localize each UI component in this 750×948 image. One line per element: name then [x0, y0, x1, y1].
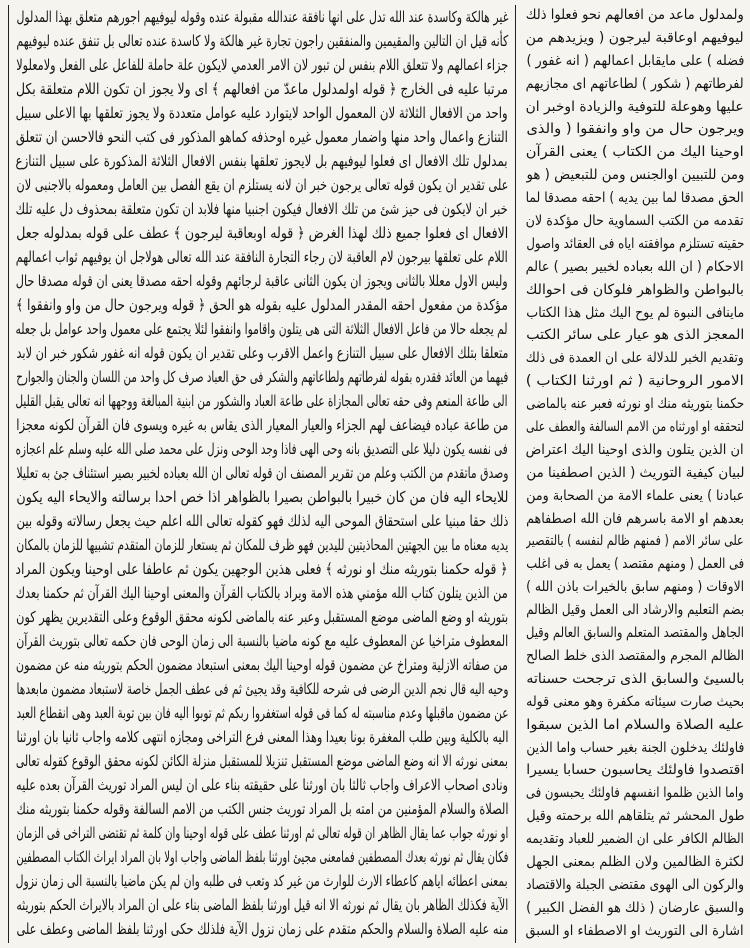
commentary-line-text: وليس الاول معللا بالثانى ويجوز ان يكون الثانى عاقبة لرجائهم وقوله احقه مصدقا يعنى ان قوله مصدقا حال: [16, 272, 508, 290]
commentary-line: [16, 77, 508, 101]
margin-line-text: فاولئك يدخلون الجنة بغير حساب واما الذين: [526, 739, 744, 756]
commentary-line: [16, 869, 508, 893]
margin-line-text: ولمدلول ماعد من افعالهم نحو فعلوا ذلك: [526, 7, 744, 23]
commentary-line-text: الافعال اى فعلوا جميع ذلك لهذا الغرض ﴿ قوله اوبعاقبة ليرجون ﴾ عطف على قوله بمدلوله جعل: [16, 224, 508, 242]
commentary-line-text: من الذين يتلون كتاب الله مؤمني هذه الامة ويراد بالكتاب القرآن والمعنى اوحينا اليك القرآن ثم حكمنا بعدك: [16, 584, 508, 602]
commentary-line: [16, 149, 508, 173]
commentary-line-text: ذلك حقا مبنيا على استحقاق الموحى اليه لذلك فهو كقوله تعالى الله اعلم حيث يجعل رسالاته وقوله بين: [16, 512, 508, 530]
commentary-line: [16, 581, 508, 605]
commentary-line: [16, 461, 508, 485]
margin-line-text: اقتصدوا فاولئك يحاسبون حسابا يسيرا: [526, 762, 744, 779]
margin-column: [526, 4, 744, 944]
commentary-line-text: وحيه اليه قال نجم الدين الرضى فى شرحه للكافية وقد يجيئ ثم فى عطف الجمل خاصة لاستبعاد مضمون مابعدها: [16, 680, 508, 698]
margin-line-text: لتحققه او اورثناه من الامم السالفة والعطف على: [526, 419, 744, 436]
commentary-line-text: غير هالكة وكاسدة عند الله تدل على انها نافقة عندالله مقبولة عنده وقوله ليوفيهم اجورهم متعلق بهذا المدلول: [16, 8, 508, 26]
margin-line: [526, 210, 744, 233]
margin-line-text: على سائر الامم ( فمنهم ظالم لنفسه ) بالتقصير: [526, 533, 744, 550]
commentary-line: [16, 701, 508, 725]
margin-line: [526, 96, 744, 119]
margin-line-text: بضم التعليم والارشاد الى العمل وقيل الظالم: [526, 602, 744, 619]
margin-line: [526, 691, 744, 714]
margin-line-text: ويرجون حال من واو وانفقوا ( والذى: [526, 121, 744, 138]
margin-line: [526, 782, 744, 805]
commentary-line: [16, 629, 508, 653]
margin-line-text: حقيته تستلزم موافقته اياه فى العقائد واصول: [526, 235, 744, 252]
margin-line: [526, 874, 744, 897]
commentary-line: [16, 749, 508, 773]
margin-line: [526, 73, 744, 96]
margin-line: [526, 233, 744, 256]
commentary-line: [16, 893, 508, 917]
commentary-line-text: المعطوف متراخيا عن المعطوف عليه مع كونه ماضيا بالنسبة الى زمان الوحى فان حكمه تعالى بتوريث القرآن: [16, 632, 508, 650]
margin-line: [526, 164, 744, 187]
margin-line: [526, 416, 744, 439]
margin-line: [526, 851, 744, 874]
commentary-line-text: متعلقا بتلك الافعال على سبيل التنازع واعمل الاقرب وعلى تقدير ان يكون قوله انه غفور شكور خبر ان لابد: [15, 344, 508, 362]
margin-line: [526, 530, 744, 553]
margin-line-text: لبيان كيفية التوريث ( الذين اصطفينا من: [526, 464, 744, 481]
margin-line-text: فضله ) على مايقابل اعمالهم ( انه غفور ): [526, 52, 744, 69]
commentary-line-text: مرتبا عليه فى الخارج ﴿ قوله اولمدلول ماعدّ من افعالهم ﴾ اى ولا يجوز ان تكون اللام متعلقة بكل: [16, 80, 508, 98]
margin-line: [526, 828, 744, 851]
commentary-line: [16, 437, 508, 461]
commentary-line: [16, 413, 508, 437]
commentary-line: [16, 293, 508, 317]
margin-line: [526, 737, 744, 760]
commentary-line: [16, 245, 508, 269]
margin-line-text: لفرطاتهم ( شكور ) لطاعاتهم اى مجازيهم: [526, 75, 744, 92]
margin-line-text: فى العمل ( ومنهم مقتصد ) يعمل به فى اغلب: [526, 556, 744, 573]
commentary-line-text: بمعنى نورثه الا انه وضع الماضى موضع المستقبل تنزيلا للمستقبل منزلة الكائن لكونه محقق الوقوع كقوله تعالى: [16, 752, 508, 770]
commentary-line-text: من طاعة عباده فيضاعف لهم الجزاء والعيار المعيار الذى يقاس به غيره ويسوى فان القرآن لكونه معجزا: [16, 416, 508, 434]
margin-line: [526, 622, 744, 645]
commentary-line-text: بمعنى اعطائه اياهم كاعطاء الارث للوارث من غير كد وتعب فى طلبه وان لم يكن ماضيا بالنسبة الى زمان نزول: [16, 872, 508, 890]
margin-line-text: ومن للتبيين اوالجنس ومن للتبعيض ( هو: [526, 167, 744, 184]
margin-line-text: الظالم المجرم والمقتصد الذى خلط الصالح: [526, 647, 744, 664]
margin-line-text: تقدمه من الكتب السماوية حال مؤكدة لان: [526, 213, 744, 230]
commentary-line: [16, 173, 508, 197]
commentary-line-text: وصدق ماتقدم من الكتب وعلم من تقرير المصنف ان قوله تعالى ان الله بعباده لخبير بصير استئناف جئ به تعليلا: [16, 464, 508, 482]
margin-line: [526, 714, 744, 737]
commentary-line-text: من صفاته الازلية ومتراخ عن مضمون قوله اوحينا اليك بمعنى استبعاد مضمون الحكم بتوريثه منه عن مضمون: [16, 656, 508, 674]
margin-line-text: الحق مصدقا لما بين يديه ) احقه مصدقا لما: [526, 190, 744, 207]
margin-line-text: اوحينا اليك من الكتاب ) يعنى القرآن: [526, 144, 744, 161]
margin-line: [526, 599, 744, 622]
commentary-line-text: الآية فكذلك الظاهر بان يقال ثم نورثه الا انه قيل اورثنا بلفظ الماضى بناء على ان المراد بالايراث الحكم بتوريثه: [16, 896, 508, 914]
commentary-line: [16, 677, 508, 701]
margin-line: [526, 347, 744, 370]
commentary-line-text: على تقدير ان يكون قوله تعالى يرجون خبر ان لانه يستلزم ان يقع الفصل بين العامل ومعموله بالاجنبى لان: [16, 176, 508, 194]
margin-line-text: والسبق عارضان ( ذلك هو الفضل الكبير ): [526, 899, 744, 916]
margin-line: [526, 324, 744, 347]
commentary-line: [16, 509, 508, 533]
commentary-line-text: ونادى اصحاب الاعراف واجاب ثالثا بان اورثنا على حقيقته بناء على ان ليس المراد توريث القرآن بعده عليه: [16, 776, 508, 794]
margin-line: [526, 256, 744, 279]
margin-line-text: عبادنا ) يعنى علماء الامة من الصحابة ومن: [526, 487, 744, 504]
margin-line: [526, 439, 744, 462]
commentary-line-text: فيهما من العائد فقدره بقوله لفرطاتهم ولطاعاتهم والشكر فى حق العباد صرف كل واحد من اللسان والجنان والجوارح: [16, 368, 508, 386]
commentary-line: [16, 341, 508, 365]
commentary-line-text: اليه بالكلية وبين طلب المغفرة بونا بعيدا وهذا المعنى فرع التراخى ومجازه انتهى كلامه واجاب ثانيا بان اورثنا: [16, 728, 508, 746]
commentary-line: [16, 365, 508, 389]
commentary-line-text: اللام على تعلقها بيرجون لام العاقبة لان رجاء التجارة النافقة عند الله تعالى هولاجل ان يوفيهم ثواب اعمالهم: [16, 248, 508, 266]
margin-line: [526, 187, 744, 210]
margin-line-text: اشارة الى التوريث او الاصطفاء او السبق: [526, 922, 744, 939]
commentary-line: [16, 101, 508, 125]
commentary-line: [16, 485, 508, 509]
commentary-line-text: فكان يقال ثم نورثه بعدك المصطفين فمامعنى مجيئ اورثنا بلفظ الماضى واجاب اولا بان المراد ايراث الكتاب المصطفين: [16, 848, 508, 866]
margin-line: [526, 508, 744, 531]
commentary-line: [16, 5, 508, 29]
commentary-line-text: التنازع واعمال واحد منها واضمار معمول غيره اوحذفه كماهو المذكور فى كتب النحو فالاحسن ان تتعلق: [16, 128, 508, 146]
commentary-line: [16, 221, 508, 245]
margin-line: [526, 485, 744, 508]
commentary-line-text: الصلاة والسلام المؤمنين من امته بل المراد توريث جنس الكتب من الامم السالفة وقوله حكمنا بتوريثه منك: [15, 800, 508, 818]
commentary-line: [16, 197, 508, 221]
margin-line-text: لكثرة الظالمين ولان الظلم بمعنى الجهل: [526, 853, 744, 870]
commentary-line-text: عن مضمون ماقبلها وعدم مناسبته له كما فى قوله استغفروا ربكم ثم توبوا اليه فان بين توبة العبد وهى انقطاع العبد: [16, 704, 508, 722]
commentary-line: [16, 269, 508, 293]
margin-line: [526, 4, 744, 27]
commentary-line-text: منه عليه الصلاة والسلام والحكم متقدم على زمان نزول الآية فلذلك حكى اورثنا بلفظ الماضى وعطف على: [16, 920, 508, 938]
margin-line: [526, 302, 744, 325]
commentary-line-text: بتوريثه او وضع الماضى موضع المستقبل وعبر عنه بالماضى لكونه محقق الوقوع وعلى التقديرين يظهر كون: [15, 608, 508, 626]
margin-line: [526, 27, 744, 50]
commentary-line: [16, 797, 508, 821]
margin-line: [526, 897, 744, 920]
margin-line-text: ان الذين يتلون والذى اوحينا اليك اعتراض: [526, 441, 744, 458]
margin-line: [526, 759, 744, 782]
commentary-line-text: الى طاعة المنعم وفى حقه تعالى المجازاة على طاعة العباد والشكور من ابنية المبالغة ووجهها انه تعالى يقبل القليل: [16, 392, 508, 410]
commentary-line: [16, 53, 508, 77]
commentary-line-text: للايحاء اليه فان من كان خبيرا بالبواطن بصيرا بالظواهر اذا خص احدا برسالته والايحاء اليه يكون: [16, 488, 508, 506]
commentary-line: [16, 821, 508, 845]
margin-line-text: الاحكام ( ان الله بعباده لخبير بصير ) عالم: [526, 258, 744, 275]
margin-line: [526, 645, 744, 668]
margin-line-text: بالسيئ والسابق الذى ترجحت حسناته: [526, 670, 744, 687]
commentary-line: [16, 845, 508, 869]
commentary-line: [16, 389, 508, 413]
margin-line: [526, 668, 744, 691]
commentary-line-text: او نورثه جواب عما يقال الظاهر ان قوله تعالى ثم اورثنا عطف على قوله اوحينا وان كلمة ثم تقتضى التراخى فى الزمان: [16, 824, 508, 842]
margin-line: [526, 576, 744, 599]
margin-line: [526, 393, 744, 416]
margin-line-text: طول المحشر ثم يتلقاهم الله برحمته وقيل: [526, 808, 744, 825]
margin-line: [526, 279, 744, 302]
margin-line-text: الامور الروحانية ( ثم اورثنا الكتاب ): [526, 373, 744, 390]
margin-line-text: عليها وهوعلة للتوفية والزيادة اوخبر ان: [526, 98, 744, 115]
commentary-line-text: ﴿ قوله حكمنا بتوريثه منك او نورثه ﴾ فعلى هذين الوجهين يكون ثم عاطفا على اوحينا ويكون المراد: [16, 560, 508, 578]
margin-line-text: حكمنا بتوريثه منك او نورثه فعبر عنه بالماضى: [526, 396, 744, 413]
margin-line-text: الاوقات ( ومنهم سابق بالخيرات باذن الله ): [526, 579, 744, 596]
commentary-line: [16, 557, 508, 581]
commentary-line: [16, 533, 508, 557]
commentary-line: [16, 317, 508, 341]
commentary-line-text: كأنه قيل ان التالين والمقيمين والمنفقين راجون تجارة غير هالكة ولا كاسدة عنده تعالى بل تنفق عنده ليوفيهم: [16, 32, 508, 50]
margin-line: [526, 805, 744, 828]
commentary-line-text: يديه معناه ما بين الجهتين المحاذيتين لليدين فهو ظرف للمكان ثم يستعار للزمان المتقدم تشبيها للزمان بالمكان: [16, 536, 508, 554]
margin-line-text: والركون الى الهوى مقتضى الجبلة والاقتصاد: [526, 876, 744, 893]
commentary-line: [16, 917, 508, 941]
commentary-line: [16, 125, 508, 149]
commentary-line-text: فى نفسه يكون دليلا على التصديق بانه وحى الهى فاذا وجد الوحى ونزل على محمد صلى الله عليه وسلم علم اعجازه: [16, 440, 508, 458]
margin-line: [526, 118, 744, 141]
commentary-line: [16, 725, 508, 749]
commentary-line: [16, 773, 508, 797]
commentary-block: [8, 5, 516, 943]
margin-line: [526, 553, 744, 576]
commentary-line: [16, 653, 508, 677]
margin-line-text: بعدهم او الامة باسرهم فان الله اصطفاهم: [526, 510, 744, 527]
commentary-line: [16, 29, 508, 53]
margin-line: [526, 141, 744, 164]
margin-line-text: ليوفيهم اوعاقبة ليرجون ( ويزيدهم من: [526, 29, 744, 46]
commentary-line-text: واحد من الافعال الثلاثة لان المعمول الواحد لايتوارد عليه عوامل متعددة ولا يجوز تعلقها بها الاعلى سبيل: [16, 104, 508, 122]
margin-line: [526, 50, 744, 73]
commentary-line-text: خبر ان لايكون فى حيز شئ من تلك الافعال فيكون اجنبيا منها فلابد ان تكون متعلقة بمحذوف دل عليه تلك: [16, 200, 508, 218]
margin-line-text: عليه الصلاة والسلام اما الذين سبقوا: [526, 716, 744, 733]
margin-line-text: المعجز الذى هو عيار على سائر الكتب: [526, 327, 744, 344]
margin-line: [526, 462, 744, 485]
commentary-line-text: بمدلول تلك الافعال اى فعلوا ليوفيهم بل لايجوز تعلقها بنفس الافعال الثلاثة المذكورة على سبيل التنازع: [16, 152, 508, 170]
margin-line: [526, 370, 744, 393]
margin-line-text: الجاهل والمقتصد المتعلم والسابق العالم وقيل: [526, 625, 744, 642]
margin-line-text: الظالم الكافر على ان الضمير للعباد وتقديمه: [526, 831, 744, 848]
commentary-line-text: لم يجعله حالا من فاعل الافعال الثلاثة التى هى يتلون واقاموا وانفقوا لئلا يجتمع على معمول واحد عوامل بل جعله: [15, 320, 508, 338]
margin-line: [526, 920, 744, 943]
commentary-line-text: مؤكدة من مفعول احقه المقدر المدلول عليه بقوله هو الحق ﴿ قوله ويرجون حال من واو وانفقوا ﴾: [16, 296, 508, 314]
margin-line-text: بحيث صارت سيئاته مكفرة وهو معنى قوله: [526, 693, 744, 710]
commentary-line: [16, 605, 508, 629]
margin-line-text: وتقديم الخبر للدلالة على ان العمدة فى ذلك: [526, 350, 744, 367]
margin-line-text: واما الذين ظلموا انفسهم فاولئك يحبسون فى: [526, 785, 744, 802]
margin-line-text: ماينافى النبوة لم يوح اليك مثل هذا الكتاب: [526, 304, 744, 321]
margin-line-text: بالبواطن والظواهر فلوكان فى احوالك: [526, 281, 744, 298]
commentary-line-text: جزاء اعمالهم ولا تتعلق اللام بنفس لن تبور لان الامر العدمي لايكون علة حاملة للفاعل على الفعل ولامعلولا: [16, 56, 508, 74]
